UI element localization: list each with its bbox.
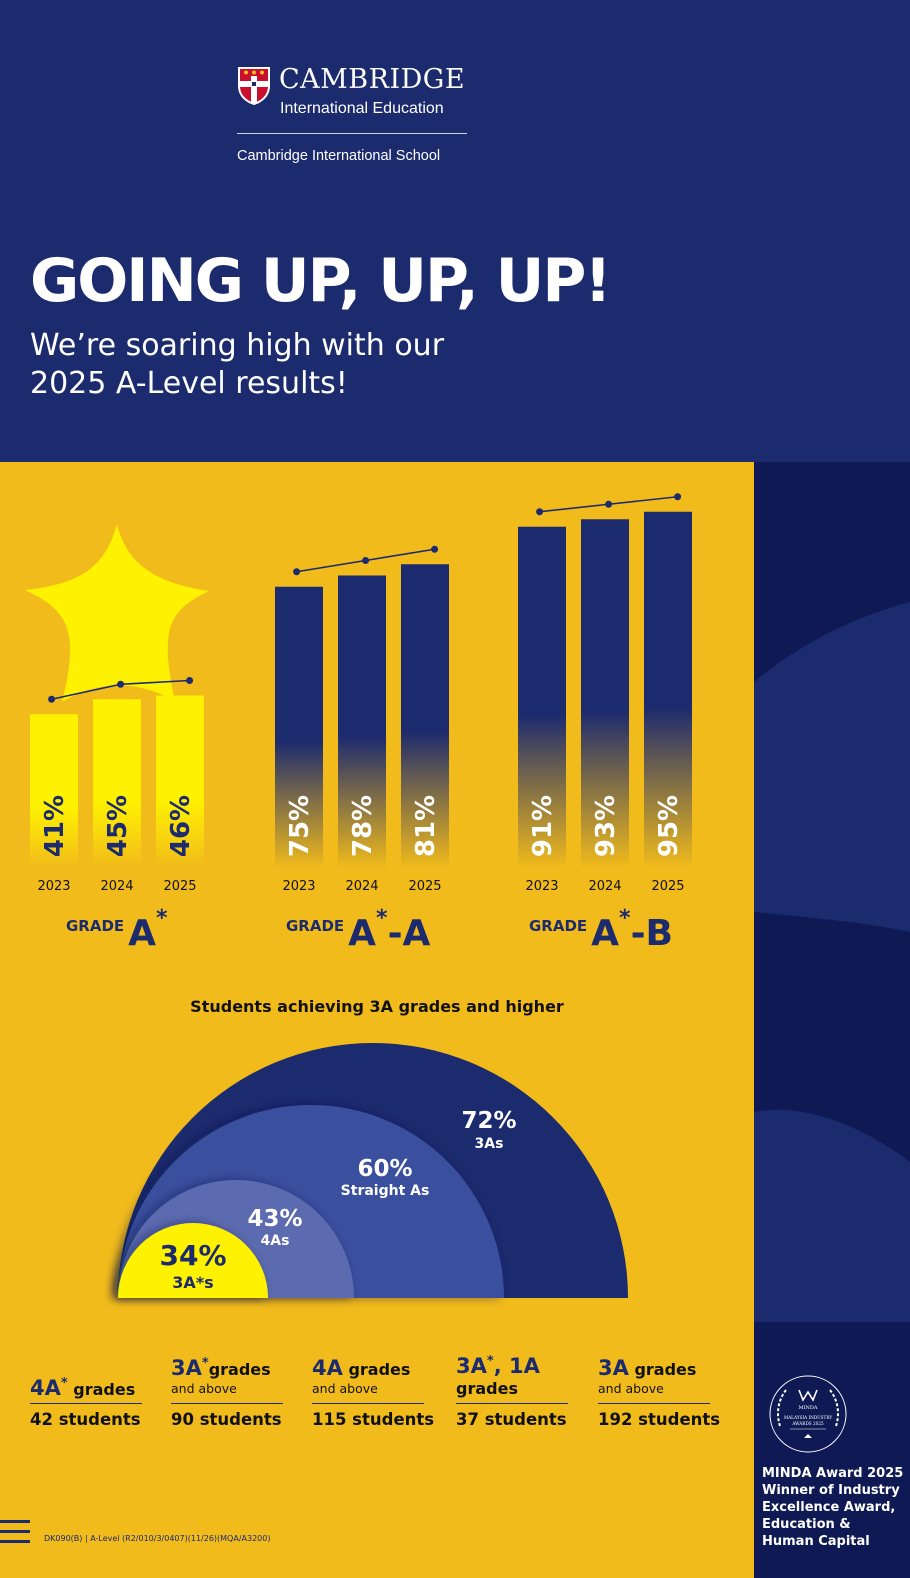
- semicircle-chart-title: Students achieving 3A grades and higher: [190, 997, 564, 1016]
- bar-year-label: 2024: [100, 879, 134, 894]
- grade-star: *: [376, 906, 388, 931]
- results-panel: [0, 462, 754, 1578]
- award-line: Education &: [762, 1517, 851, 1532]
- bar-value-label: 41%: [40, 794, 70, 858]
- grade-letter: A: [348, 913, 377, 954]
- page-headline: GOING UP, UP, UP!: [30, 246, 610, 316]
- stat-qualifier: and above: [171, 1381, 237, 1396]
- stat-grades-word: grades: [208, 1360, 271, 1379]
- bar-value-label: 78%: [348, 794, 378, 858]
- stat-grade: 4A: [312, 1356, 343, 1380]
- grade-word: GRADE: [286, 917, 345, 935]
- label-3a-stars: 3A*s: [172, 1273, 214, 1292]
- bar-value-label: 75%: [285, 794, 315, 858]
- bar-year-label: 2025: [163, 879, 197, 894]
- bar-value-label: 95%: [654, 794, 684, 858]
- stat-star: *: [201, 1356, 209, 1371]
- award-line: Winner of Industry: [762, 1483, 900, 1498]
- stat-grade: 4A: [30, 1376, 61, 1400]
- cambridge-crest-icon: [237, 66, 271, 106]
- bar-year-label: 2023: [525, 879, 559, 894]
- bar-value-label: 81%: [411, 794, 441, 858]
- minda-award-badge-icon: [768, 1374, 848, 1454]
- stat-grades-word: grades: [342, 1360, 411, 1379]
- logo-school-name: Cambridge International School: [237, 148, 441, 164]
- page-subheadline: [30, 327, 550, 403]
- bar-value-label: 45%: [103, 794, 133, 858]
- stat-count: 90 students: [171, 1410, 282, 1429]
- label-straight-as: Straight As: [340, 1183, 430, 1199]
- stat-heading: [598, 1354, 710, 1404]
- grade-word: GRADE: [529, 917, 588, 935]
- stat-3a-above: [598, 1354, 721, 1429]
- grade-star: *: [156, 906, 168, 931]
- label-3as: 3As: [474, 1136, 504, 1152]
- stat-qualifier: and above: [312, 1381, 378, 1396]
- stat-count: 192 students: [598, 1410, 721, 1429]
- logo-divider: [237, 133, 467, 134]
- award-line: Excellence Award,: [762, 1500, 896, 1515]
- stat-qualifier: grades: [456, 1379, 518, 1398]
- bar-value-label: 93%: [591, 794, 621, 858]
- stat-star: *: [486, 1354, 494, 1369]
- bar-year-label: 2024: [345, 879, 379, 894]
- stat-heading: [30, 1354, 142, 1404]
- bar-value-label: 91%: [528, 794, 558, 858]
- stat-grade: 3A: [171, 1356, 202, 1380]
- bar-year-label: 2024: [588, 879, 622, 894]
- bar-year-label: 2023: [37, 879, 71, 894]
- bar-value-label: 46%: [166, 794, 196, 858]
- badge-line-2: MALAYSIA INDUSTRY: [783, 1415, 833, 1420]
- stat-grade: 3A: [456, 1354, 487, 1378]
- award-description: [762, 1465, 908, 1550]
- subhead-line-1: We’re soaring high with our: [30, 328, 445, 363]
- bar-year-label: 2025: [651, 879, 685, 894]
- stat-count: 42 students: [30, 1410, 141, 1429]
- stat-4a-star: [30, 1354, 142, 1429]
- label-4as: 4As: [260, 1233, 290, 1249]
- award-line: Human Capital: [762, 1534, 870, 1549]
- stat-grades-word: grades: [628, 1360, 697, 1379]
- stat-star: *: [60, 1376, 68, 1391]
- grade-suffix: -A: [387, 913, 431, 954]
- footer-registration-code: DK090(B) | A-Level (R2/010/3/0407)(11/26)(MQA/A3200): [44, 1534, 271, 1543]
- stat-count: 37 students: [456, 1410, 567, 1429]
- grade-star: *: [619, 906, 631, 931]
- logo-subtitle: International Education: [280, 100, 444, 117]
- grade-letter: A: [591, 913, 620, 954]
- logo-wordmark: CAMBRIDGE: [279, 64, 466, 95]
- badge-line-3: AWARDS 2025: [792, 1421, 824, 1426]
- stat-qualifier: and above: [598, 1381, 664, 1396]
- stat-4a-above: [312, 1354, 435, 1429]
- stat-extra: , 1A: [493, 1354, 540, 1378]
- stat-3a-star-above: [171, 1354, 283, 1429]
- badge-line-1: MINDA: [798, 1405, 818, 1411]
- stat-heading: [456, 1354, 568, 1404]
- award-sidebar: [754, 462, 910, 1578]
- stat-grades-word: grades: [67, 1380, 136, 1399]
- grade-word: GRADE: [66, 917, 125, 935]
- stat-grade: 3A: [598, 1356, 629, 1380]
- pct-3as: 72%: [461, 1108, 517, 1134]
- grade-letter: A: [128, 913, 157, 954]
- bar-year-label: 2025: [408, 879, 442, 894]
- bar-year-label: 2023: [282, 879, 316, 894]
- stat-3a-star-1a: [456, 1354, 568, 1429]
- pct-straight-as: 60%: [357, 1156, 413, 1182]
- award-title: MINDA Award 2025: [762, 1466, 904, 1481]
- pct-3a-stars: 34%: [159, 1239, 227, 1272]
- grade-suffix: -B: [630, 913, 673, 954]
- stat-heading: [171, 1354, 283, 1404]
- subhead-line-2: 2025 A-Level results!: [30, 366, 348, 401]
- header-banner: [0, 0, 910, 462]
- menu-lines-icon: [0, 1520, 30, 1550]
- stat-count: 115 students: [312, 1410, 435, 1429]
- stat-heading: [312, 1354, 424, 1404]
- pct-4as: 43%: [247, 1206, 303, 1232]
